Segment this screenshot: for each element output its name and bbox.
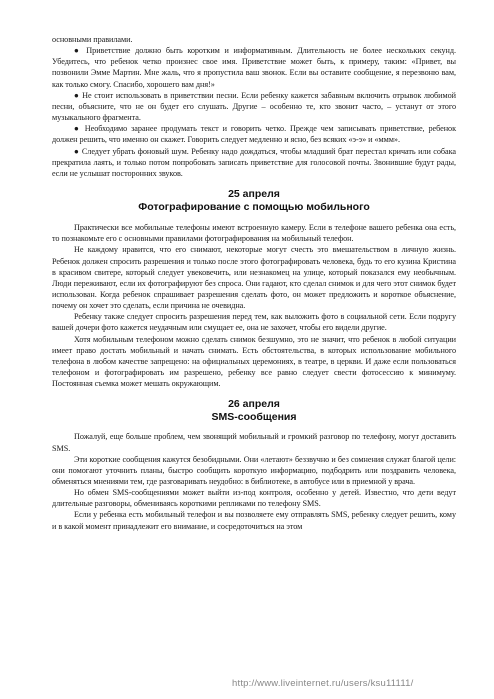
- bullet-paragraph: ● Следует убрать фоновый шум. Ребенку надо дождаться, чтобы младший брат перестал кричать или собака прекратила лаять, и только потом попробовать записать приветствие для голосовой почты. Звонившие будут рады, если не услышат посторонних звуков.: [52, 146, 456, 178]
- body-paragraph: Ребенку также следует спросить разрешения перед тем, как выложить фото в социальной сети. Если подругу вашей дочери фото кажется неудачным или смущает ее, она не захочет, чтобы его видели другие.: [52, 312, 456, 333]
- body-paragraph: Практически все мобильные телефоны имеют встроенную камеру. Если в телефоне вашего ребенка она есть, то познакомьте его с основными правилами фотографирования на мобильный телефон.: [52, 223, 456, 244]
- section-date: 26 апреля: [228, 398, 280, 411]
- body-paragraph: Хотя мобильным телефоном можно сделать снимок безшумно, это не значит, что ребенок в любой ситуации имеет право достать мобильный и начать снимать. Есть обстоятельства, в которых использование мобильного телефона в любом качестве запрещено: на официальных церемониях, в театре, в церкви. И даже если пользоваться телефоном и фотографировать им разрешено, ребенку все равно следует свести фотосессию к минимуму. Постоянная съемка может мешать окружающим.: [52, 334, 456, 389]
- bullet-paragraph: ● Приветствие должно быть коротким и информативным. Длительность не более нескольких секунд. Убедитесь, что ребенок четко произнес свое имя. Приветствие может быть, к примеру, таким: «Привет, вы позвонили Эмме Мартин. Мне жаль, что я пропустила ваш звонок. Если вы оставите сообщение, я перезвоню вам, как только смогу. Спасибо, хорошего вам дня!»: [52, 46, 456, 89]
- body-paragraph: Не каждому нравится, что его снимают, некоторые могут счесть это вмешательством в личную жизнь. Ребенок должен спросить разрешения и только после этого фотографировать человека, будь то его кузина Кристина в красивом свитере, который следует увековечить, или незнакомец на улице, который показался ему необычным. Люди переживают, если их фотографируют без спроса. Они гадают, кто сделал снимок и для чего этот снимок будет использован. Когда ребенок спрашивает разрешения сделать фото, он может предложить и короткое объяснение, почему он хочет это сделать, если причина не очевидна.: [52, 245, 456, 311]
- bullet-paragraph: ● Не стоит использовать в приветствии песни. Если ребенку кажется забавным включить отрывок любимой песни, объясните, что не он будет его слушать. Другие – особенно те, кто звонит часто, – устанут от этого музыкального фрагмента.: [52, 90, 456, 123]
- body-paragraph: Но обмен SMS-сообщениями может выйти из-под контроля, особенно у детей. Известно, что дети ведут длительные разговоры, обмениваясь короткими репликами по телефону SMS.: [52, 488, 456, 509]
- bullet-paragraph: ● Необходимо заранее продумать текст и говорить четко. Прежде чем записывать приветствие, ребенок должен решить, что именно он скажет. Говорить следует медленно и ясно, без всяких «э-э» и «ммм».: [52, 124, 456, 145]
- document-page: [52, 34, 456, 532]
- body-paragraph: Эти короткие сообщения кажутся безобидными. Они «летают» беззвучно и без сомнения служат благой цели: они помогают уточнить планы, быстро сообщить короткую информацию, подбодрить или поздравить человека, обменяться мнениями тем, где разговаривать неудобно: в библиотеке, в автобусе или в приемной у врача.: [52, 454, 456, 486]
- section-date: 25 апреля: [228, 188, 280, 201]
- body-paragraph: Если у ребенка есть мобильный телефон и вы позволяете ему отправлять SMS, ребенку следует решить, кому и в какой момент принадлежит его внимание, и сосредоточиться на этом: [52, 510, 456, 531]
- section-title: Фотографирование с помощью мобильного: [138, 201, 370, 214]
- body-paragraph: Пожалуй, еще больше проблем, чем звонящий мобильный и громкий разговор по телефону, могут доставить SMS.: [52, 432, 456, 453]
- watermark-url: http://www.liveinternet.ru/users/ksu11111/: [232, 678, 414, 689]
- section-title: SMS-сообщения: [211, 411, 297, 424]
- intro-paragraph: основными правилами.: [52, 35, 133, 44]
